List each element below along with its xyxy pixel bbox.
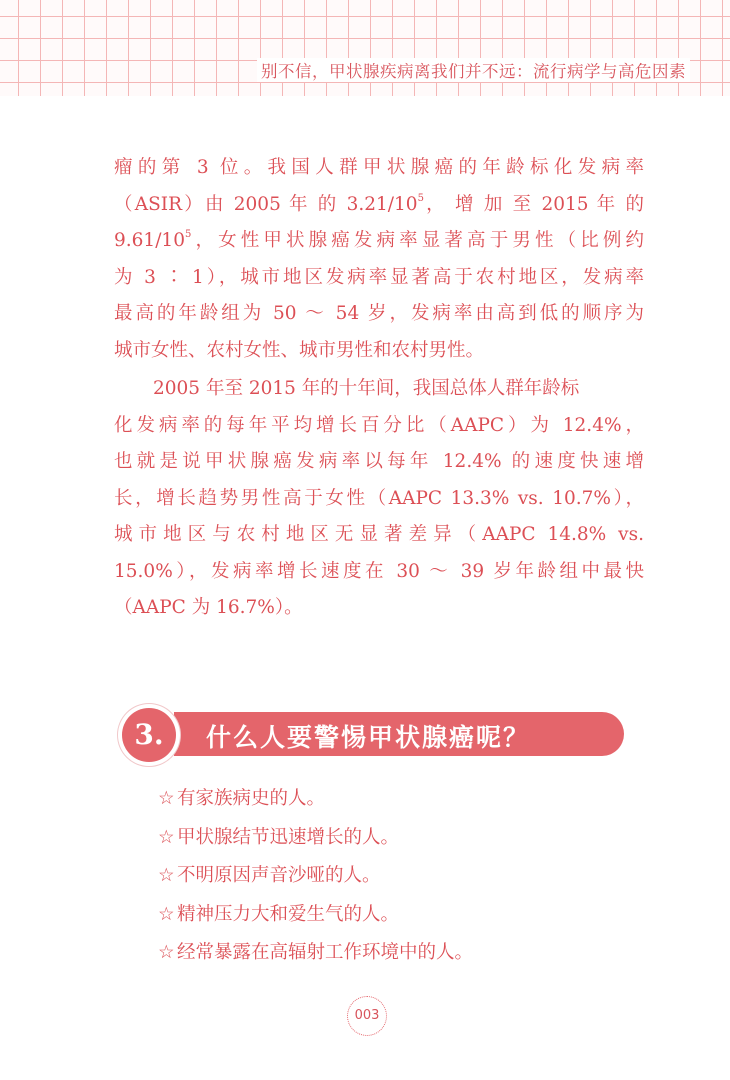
body-text — [114, 150, 644, 627]
list-item: ☆ 精神压力大和爱生气的人。 — [158, 900, 473, 939]
star-icon: ☆ — [158, 826, 175, 848]
star-icon: ☆ — [158, 903, 175, 925]
star-icon: ☆ — [158, 942, 175, 963]
section-number: 3. — [122, 708, 176, 762]
section-heading — [118, 707, 628, 767]
text-line: 15.0%），发病率增长速度在 30 ～ 39 岁年龄组中最快 — [114, 560, 644, 582]
text-line: 城市女性、农村女性、城市男性和农村男性。 — [114, 339, 485, 361]
paragraph-1 — [114, 150, 644, 369]
paragraph-2 — [114, 371, 644, 627]
section-number-badge — [118, 704, 180, 766]
text-line: 化发病率的每年平均增长百分比（AAPC）为 12.4%， — [114, 414, 644, 436]
list-item: ☆ 甲状腺结节迅速增长的人。 — [158, 823, 473, 862]
section-title: 什么人要警惕甲状腺癌呢？ — [206, 723, 531, 752]
list-item: ☆ 经常暴露在高辐射工作环境中的人。 — [158, 938, 473, 977]
text-line: （ASIR）由 2005 年 的 $3.21/10^5$， 增 加 至 2015 年 的 — [114, 192, 644, 215]
text-line: 长，增长趋势男性高于女性（AAPC 13.3% vs. 10.7%）， — [114, 487, 644, 509]
text-line: 也就是说甲状腺癌发病率以每年 12.4% 的速度快速增 — [114, 451, 644, 472]
text-line: 2005 年至 2015 年的十年间，我国总体人群年龄标 — [153, 378, 580, 399]
chapter-title: 别不信，甲状腺疾病离我们并不远：流行病学与高危因素 — [257, 58, 690, 82]
risk-list — [158, 784, 473, 977]
text-line: 为 3 ∶ 1），城市地区发病率显著高于农村地区，发病率 — [114, 266, 644, 288]
page-number: 003 — [347, 996, 387, 1036]
list-item: ☆ 不明原因声音沙哑的人。 — [158, 861, 473, 900]
star-icon: ☆ — [158, 865, 175, 886]
text-line: $9.61/10^5$，女性甲状腺癌发病率显著高于男性（比例约 — [114, 229, 644, 251]
text-line: （AAPC 为 16.7%）。 — [114, 597, 303, 618]
text-line: 瘤的第 3 位。我国人群甲状腺癌的年龄标化发病率 — [114, 157, 644, 178]
text-line: 最高的年龄组为 50 ～ 54 岁，发病率由高到低的顺序为 — [114, 303, 644, 324]
star-icon: ☆ — [158, 788, 175, 809]
list-item: ☆ 有家族病史的人。 — [158, 784, 473, 823]
text-line: 城市地区与农村地区无显著差异（AAPC 14.8% vs. — [114, 524, 644, 545]
